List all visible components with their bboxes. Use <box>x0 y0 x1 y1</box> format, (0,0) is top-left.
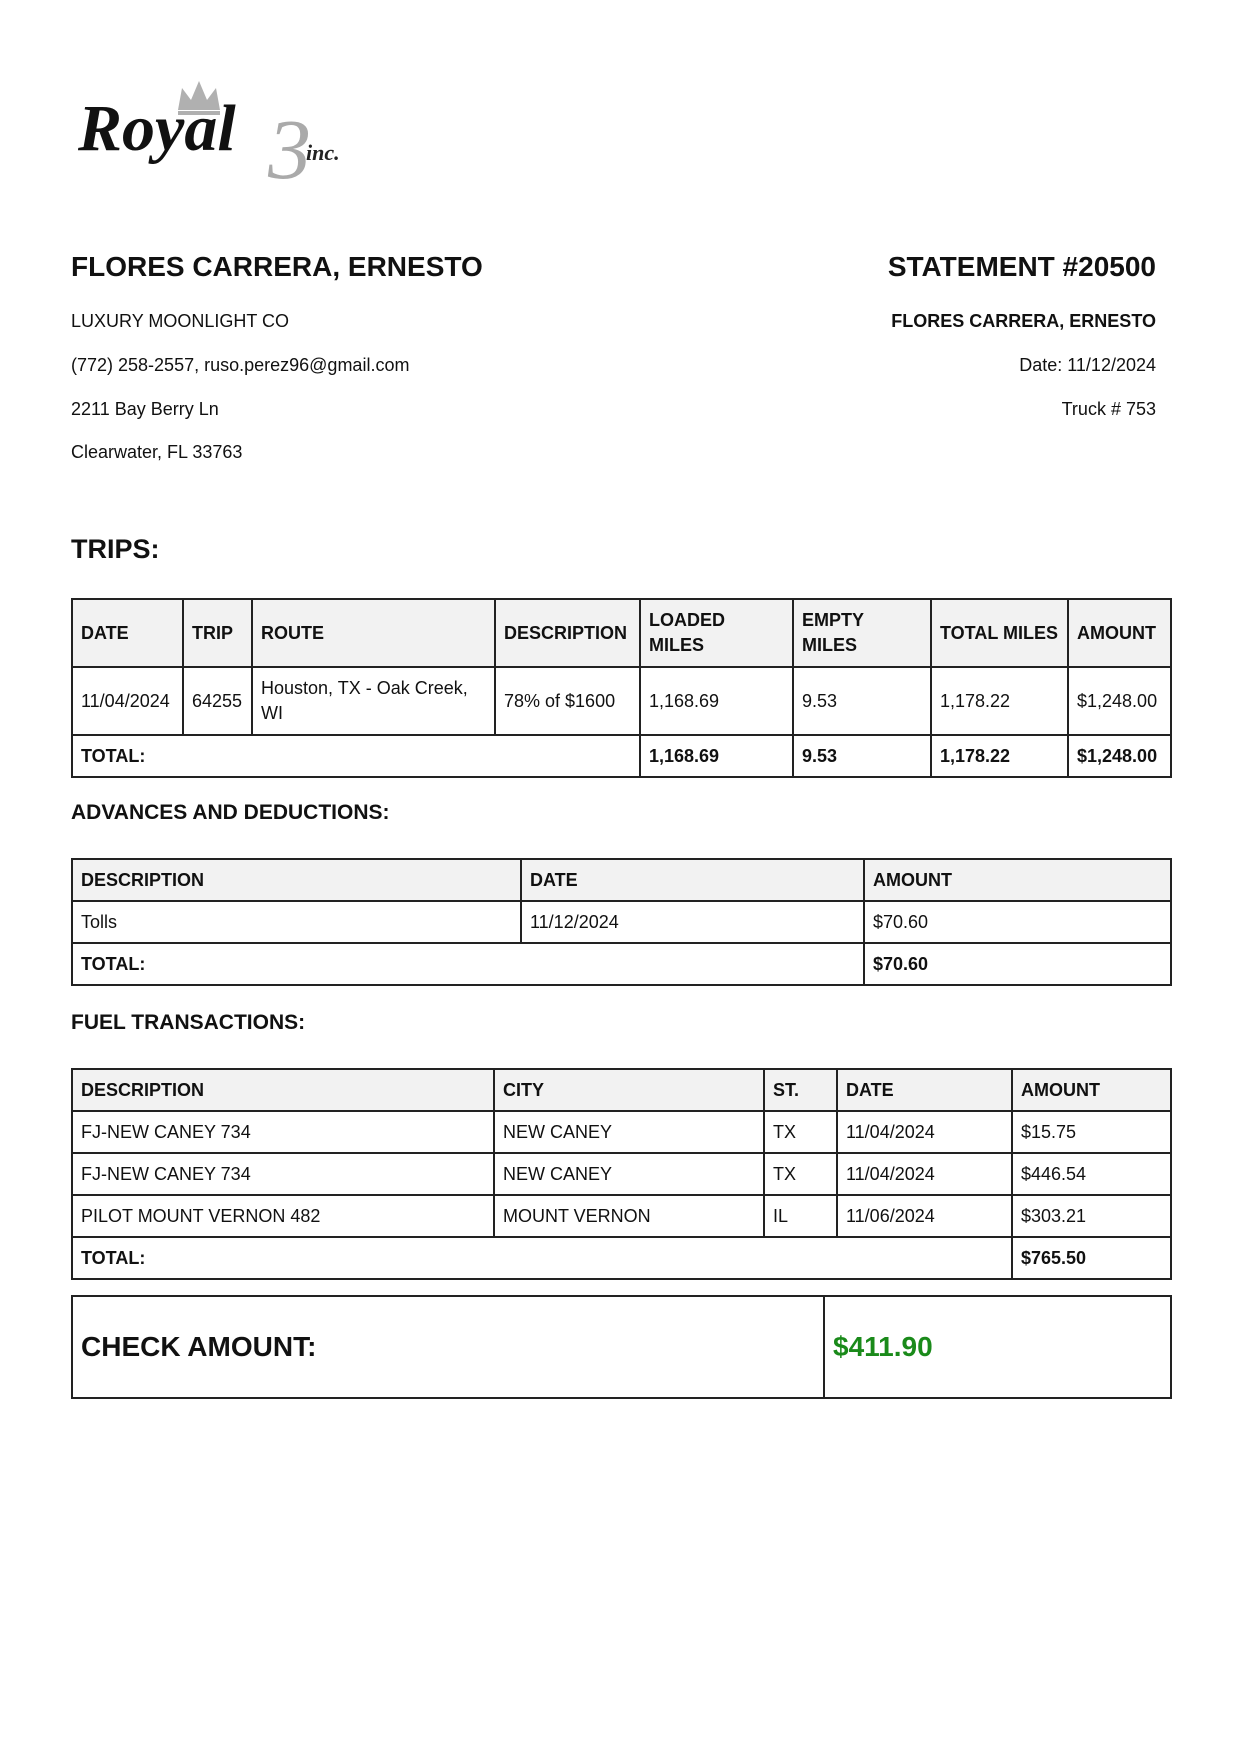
statement-title: STATEMENT #20500 <box>887 251 1156 282</box>
trip-date: 11/04/2024 <box>72 667 183 735</box>
table-header-row <box>72 1069 1171 1111</box>
fuel-description: PILOT MOUNT VERNON 482 <box>72 1195 494 1237</box>
trips-table <box>71 598 1172 778</box>
advances-title: ADVANCES AND DEDUCTIONS: <box>71 801 390 824</box>
table-total-row <box>72 735 1171 777</box>
statement-info <box>887 250 1156 419</box>
table-row <box>72 1111 1171 1153</box>
col-header-date: DATE <box>521 859 864 901</box>
fuel-state: TX <box>764 1111 837 1153</box>
logo-suffix: inc. <box>306 140 340 165</box>
col-header-date: DATE <box>837 1069 1012 1111</box>
trip-empty-miles: 9.53 <box>793 667 931 735</box>
table-row <box>72 1153 1171 1195</box>
total-amount: $1,248.00 <box>1068 735 1171 777</box>
total-amount: $765.50 <box>1012 1237 1171 1279</box>
trip-amount: $1,248.00 <box>1068 667 1171 735</box>
total-label: TOTAL: <box>72 943 864 985</box>
col-header-amount: AMOUNT <box>864 859 1171 901</box>
fuel-date: 11/04/2024 <box>837 1153 1012 1195</box>
check-amount-value: $411.90 <box>824 1296 1171 1398</box>
fuel-amount: $446.54 <box>1012 1153 1171 1195</box>
statement-name: FLORES CARRERA, ERNESTO <box>891 311 1156 331</box>
logo-mark: 3 <box>268 101 311 188</box>
table-row <box>72 1195 1171 1237</box>
check-row <box>72 1296 1171 1398</box>
total-loaded-miles: 1,168.69 <box>640 735 793 777</box>
trip-description: 78% of $1600 <box>495 667 640 735</box>
total-amount: $70.60 <box>864 943 1171 985</box>
col-header-state: ST. <box>764 1069 837 1111</box>
driver-address-line1: 2211 Bay Berry Ln <box>71 399 219 419</box>
fuel-title: FUEL TRANSACTIONS: <box>71 1011 306 1034</box>
trip-loaded-miles: 1,168.69 <box>640 667 793 735</box>
fuel-date: 11/06/2024 <box>837 1195 1012 1237</box>
fuel-city: NEW CANEY <box>494 1153 764 1195</box>
driver-contact: (772) 258-2557, ruso.perez96@gmail.com <box>71 355 410 375</box>
check-amount-label: CHECK AMOUNT: <box>72 1296 824 1398</box>
fuel-state: TX <box>764 1153 837 1195</box>
col-header-total-miles: TOTAL MILES <box>931 599 1068 667</box>
check-amount-box <box>71 1295 1172 1399</box>
fuel-date: 11/04/2024 <box>837 1111 1012 1153</box>
advances-table <box>71 858 1172 986</box>
table-total-row <box>72 1237 1171 1279</box>
col-header-route: ROUTE <box>252 599 495 667</box>
col-header-trip: TRIP <box>183 599 252 667</box>
total-miles: 1,178.22 <box>931 735 1068 777</box>
table-header-row <box>72 859 1171 901</box>
table-row <box>72 901 1171 943</box>
col-header-description: DESCRIPTION <box>72 1069 494 1111</box>
fuel-city: MOUNT VERNON <box>494 1195 764 1237</box>
driver-name: FLORES CARRERA, ERNESTO <box>71 251 483 282</box>
table-total-row <box>72 943 1171 985</box>
fuel-table <box>71 1068 1172 1280</box>
total-label: TOTAL: <box>72 735 640 777</box>
fuel-city: NEW CANEY <box>494 1111 764 1153</box>
driver-address-line2: Clearwater, FL 33763 <box>71 442 243 462</box>
fuel-amount: $303.21 <box>1012 1195 1171 1237</box>
trips-title: TRIPS: <box>71 534 160 564</box>
trip-route: Houston, TX - Oak Creek, WI <box>252 667 495 735</box>
col-header-city: CITY <box>494 1069 764 1111</box>
table-header-row <box>72 599 1171 667</box>
col-header-amount: AMOUNT <box>1012 1069 1171 1111</box>
total-label: TOTAL: <box>72 1237 1012 1279</box>
statement-date: Date: 11/12/2024 <box>1019 355 1156 375</box>
logo-text: Royal <box>78 92 236 165</box>
advance-date: 11/12/2024 <box>521 901 864 943</box>
trip-number: 64255 <box>183 667 252 735</box>
driver-company: LUXURY MOONLIGHT CO <box>71 311 290 331</box>
fuel-state: IL <box>764 1195 837 1237</box>
col-header-empty-miles: EMPTY MILES <box>793 599 931 667</box>
advance-description: Tolls <box>72 901 521 943</box>
col-header-date: DATE <box>72 599 183 667</box>
col-header-amount: AMOUNT <box>1068 599 1171 667</box>
fuel-amount: $15.75 <box>1012 1111 1171 1153</box>
col-header-description: DESCRIPTION <box>72 859 521 901</box>
total-empty-miles: 9.53 <box>793 735 931 777</box>
col-header-loaded-miles: LOADED MILES <box>640 599 793 667</box>
truck-number: Truck # 753 <box>1061 399 1156 419</box>
col-header-description: DESCRIPTION <box>495 599 640 667</box>
advance-amount: $70.60 <box>864 901 1171 943</box>
driver-info <box>71 250 483 462</box>
fuel-description: FJ-NEW CANEY 734 <box>72 1153 494 1195</box>
fuel-description: FJ-NEW CANEY 734 <box>72 1111 494 1153</box>
trip-total-miles: 1,178.22 <box>931 667 1068 735</box>
table-row <box>72 667 1171 735</box>
company-logo <box>78 78 378 188</box>
